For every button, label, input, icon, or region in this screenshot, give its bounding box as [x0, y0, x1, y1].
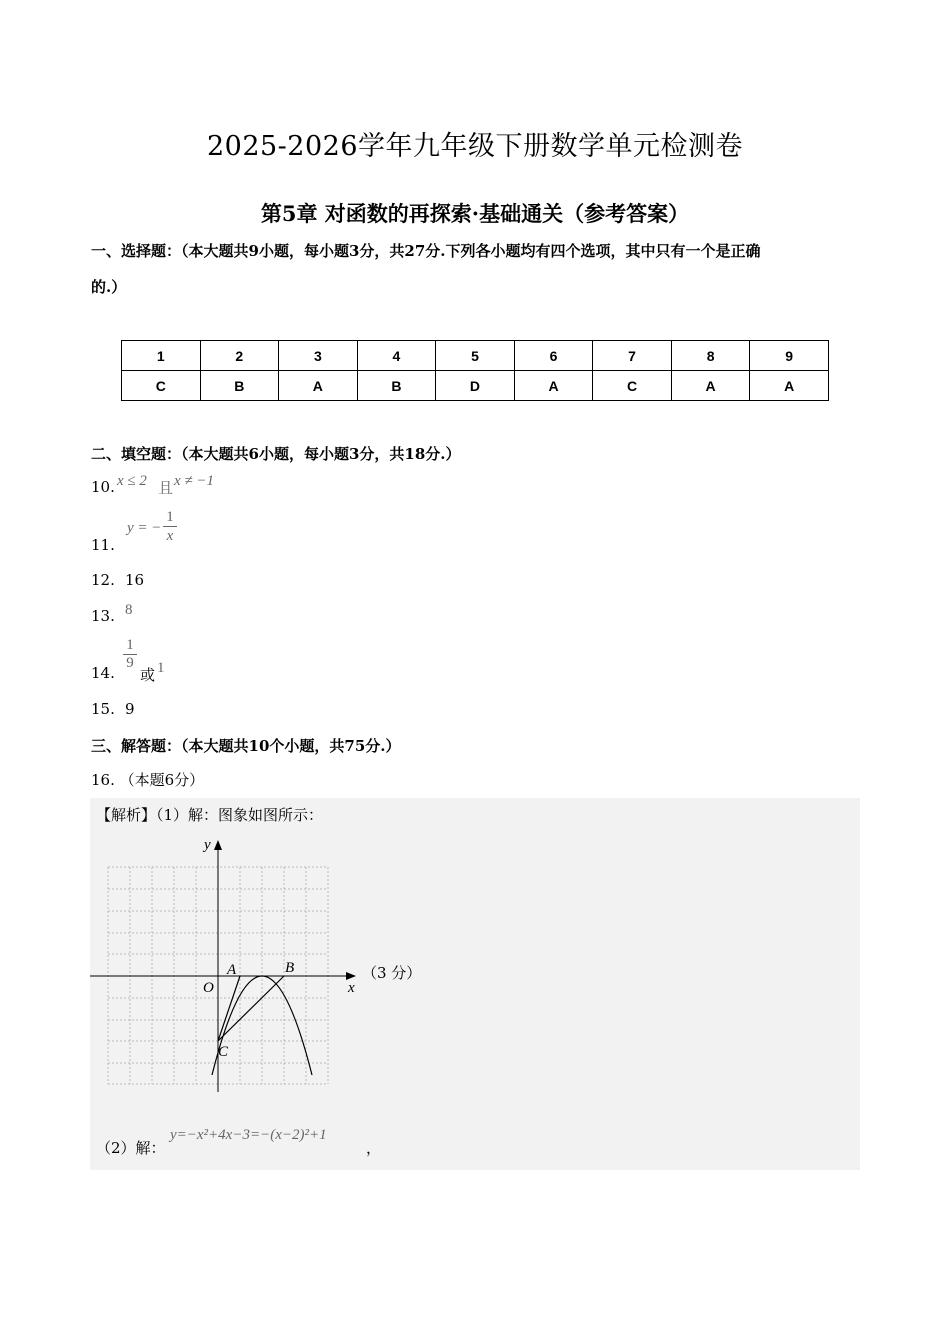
- section1-heading-cont: 的.）: [91, 278, 127, 296]
- document-title: 2025-2026学年九年级下册数学单元检测卷: [206, 131, 744, 162]
- q12-number: 12.: [91, 571, 115, 589]
- q13-answer: 8: [125, 602, 133, 618]
- question-number: 1: [122, 341, 201, 371]
- part2-tail: ，: [366, 1139, 382, 1157]
- question-number: 9: [750, 341, 829, 371]
- q11-lhs: y = −: [127, 520, 162, 536]
- choice-answer: A: [514, 371, 593, 401]
- q10-condition-1: x ≤ 2: [117, 473, 147, 489]
- q10-number: 10.: [91, 478, 115, 496]
- q14-conjunction: 或: [140, 666, 156, 684]
- question-number: 5: [436, 341, 515, 371]
- q14-fraction: [123, 637, 137, 672]
- choice-answer: C: [593, 371, 672, 401]
- y-axis-label: y: [204, 837, 211, 853]
- y-axis-arrow: [214, 840, 222, 850]
- parabola-graph: [88, 834, 438, 1094]
- q14-numerator: 1: [126, 637, 134, 653]
- choice-answer: A: [671, 371, 750, 401]
- document-subtitle: 第5章 对函数的再探索·基础通关（参考答案）: [260, 201, 690, 226]
- answer-table: [121, 340, 829, 401]
- q13-number: 13.: [91, 607, 115, 625]
- q11-denominator: x: [166, 528, 174, 544]
- section1-heading: 一、选择题：（本大题共9小题，每小题3分，共27分.下列各小题均有四个选项，其中只有一个是正确: [91, 242, 761, 260]
- choice-answer: A: [279, 371, 358, 401]
- question-number: 4: [357, 341, 436, 371]
- q14-alt-answer: 1: [157, 660, 165, 676]
- segment-bc: [218, 976, 284, 1041]
- section3-heading: 三、解答题：（本大题共10个小题，共75分.）: [91, 737, 401, 755]
- question-number: 8: [671, 341, 750, 371]
- part2-label: （2）解：: [96, 1139, 166, 1157]
- point-b-label: B: [285, 960, 295, 976]
- q10-condition-2: x ≠ −1: [174, 473, 215, 489]
- q15-answer: 9: [125, 700, 135, 718]
- analysis-label: 【解析】（1）解：图象如图所示：: [96, 806, 324, 824]
- question-number: 6: [514, 341, 593, 371]
- q11-numerator: 1: [166, 509, 174, 525]
- point-a-label: A: [227, 962, 237, 978]
- answer-table-number-row: [122, 341, 829, 371]
- choice-answer: B: [357, 371, 436, 401]
- q10-conjunction: 且: [158, 479, 174, 497]
- x-axis-arrow: [346, 972, 356, 980]
- q11-number: 11.: [91, 536, 115, 554]
- q11-fraction: [163, 508, 177, 545]
- q14-denominator: 9: [126, 655, 134, 671]
- part2-formula: y=−x²+4x−3=−(x−2)²+1: [170, 1127, 327, 1143]
- q14-number: 14.: [91, 664, 115, 682]
- q15-number: 15.: [91, 700, 115, 718]
- question-number: 3: [279, 341, 358, 371]
- origin-label: O: [203, 980, 214, 996]
- point-c-label: C: [218, 1044, 229, 1060]
- choice-answer: B: [200, 371, 279, 401]
- question-number: 2: [200, 341, 279, 371]
- question-number: 7: [593, 341, 672, 371]
- q16-header: 16. （本题6分）: [91, 771, 205, 789]
- q12-answer: 16: [125, 571, 145, 589]
- segment-ac: [218, 976, 240, 1041]
- answer-table-answer-row: [122, 371, 829, 401]
- x-axis-label: x: [348, 980, 355, 996]
- graph-score: （3 分）: [362, 964, 422, 982]
- choice-answer: C: [122, 371, 201, 401]
- choice-answer: A: [750, 371, 829, 401]
- section2-heading: 二、填空题：（本大题共6小题，每小题3分，共18分.）: [91, 445, 461, 463]
- choice-answer: D: [436, 371, 515, 401]
